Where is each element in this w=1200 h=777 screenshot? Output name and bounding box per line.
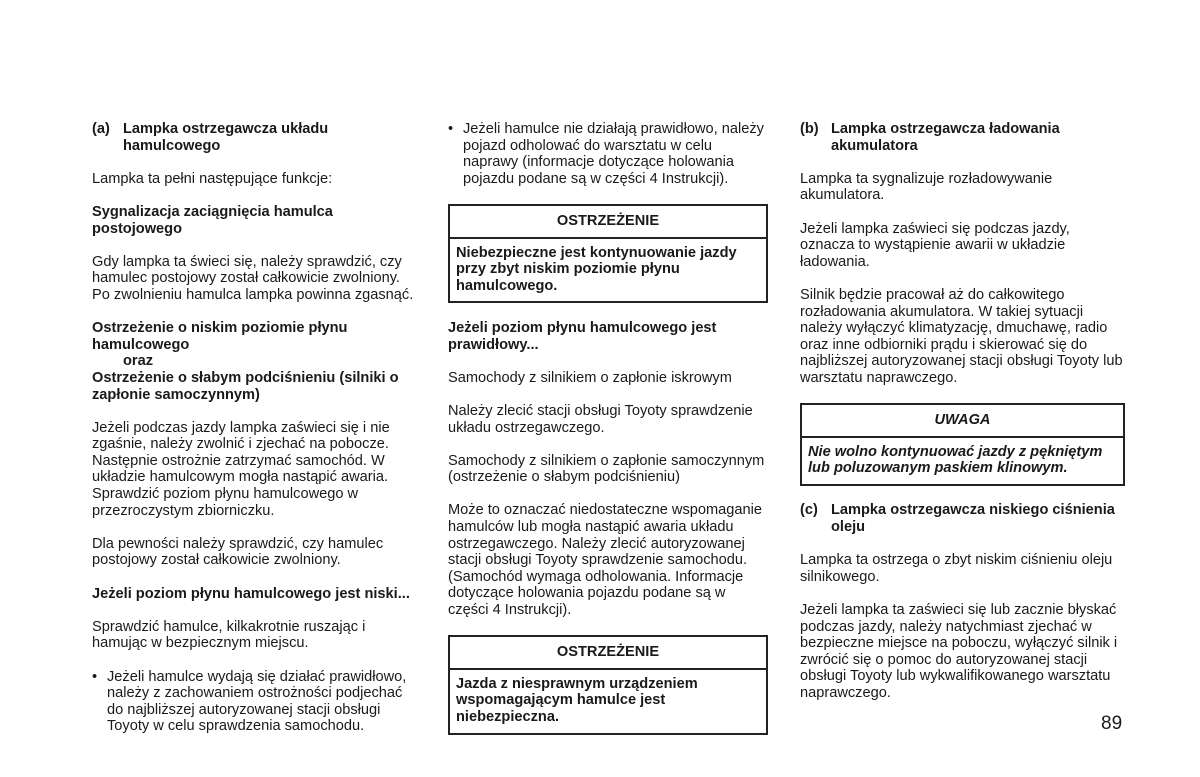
battery-text-3: Silnik będzie pracował aż do całkowitego rozładowania akumulatora. W takiej sytuacji należy wyłączyć klimatyzację, dmuchawę, radio oraz inne odbiorniki prądu i skierować się do najbliższej autoryzowanej stacji obsługi Toyoty lub warsztatu naprawczego.: [800, 286, 1123, 386]
low-level-text: Sprawdzić hamulce, kilkakrotnie ruszając i hamując w bezpiecznym miejscu.: [92, 618, 366, 652]
note-title: UWAGA: [802, 405, 1123, 438]
oil-text-1: Lampka ta ostrzega o zbyt niskim ciśnieniu oleju silnikowego.: [800, 552, 1113, 585]
warning-title: OSTRZEŻENIE: [450, 206, 766, 239]
oil-text-2: Jeżeli lampka ta zaświeci się lub zacznie błyskać podczas jazdy, należy natychmiast zjechać w bezpieczne miejsce na poboczu, wyłączyć silnik i zwrócić się o pomoc do autoryzowanej stacji obsługi Toyoty lub wykwalifikowanego warsztatu naprawczego.: [800, 602, 1118, 701]
section-a-label: (a): [92, 121, 110, 137]
ok-level-subheading: Jeżeli poziom płynu hamulcowego jest prawidłowy...: [448, 319, 717, 353]
parking-brake-subheading: Sygnalizacja zaciągnięcia hamulca postojowego: [92, 203, 333, 237]
battery-text-1: Lampka ta sygnalizuje rozładowywanie akumulatora.: [800, 170, 1053, 204]
section-b-title: Lampka ostrzegawcza ładowania akumulatora: [831, 121, 1060, 154]
parking-brake-text: Gdy lampka ta świeci się, należy sprawdzić, czy hamulec postojowy został całkowicie zwolniony. Po zwolnieniu hamulca lampka powinna zgasnąć.: [92, 253, 414, 303]
section-b-heading: [800, 121, 1125, 154]
low-fluid-subheading: [92, 320, 417, 403]
warning-box: [448, 204, 768, 303]
page-number: 89: [1101, 713, 1123, 734]
battery-text-2: Jeżeli lampka zaświeci się podczas jazdy, oznacza to wystąpienie awarii w układzie ładowania.: [800, 220, 1070, 270]
bullet-text: Jeżeli hamulce wydają się działać prawidłowo, należy z zachowaniem ostrożności podjechać do najbliższej autoryzowanej stacji obsługi Toyoty w celu sprawdzenia samochodu.: [107, 668, 407, 735]
warning-title: OSTRZEŻENIE: [450, 637, 766, 670]
diesel-text: Może to oznaczać niedostateczne wspomaganie hamulców lub mogła nastąpić awaria układu ostrzegawczego. Należy zlecić autoryzowanej stacji obsługi Toyoty sprawdzenie samochodu. (Samochód wymaga odholowania. Informacje dotyczące holowania pojazdu podane są w części 4 Instrukcji).: [448, 502, 762, 619]
low-fluid-line: Ostrzeżenie o niskim poziomie płynu hamulcowego: [92, 320, 348, 353]
list-item: [448, 121, 768, 187]
parking-check-text: Dla pewności należy sprawdzić, czy hamulec postojowy został całkowicie zwolniony.: [92, 535, 384, 569]
section-c-heading: [800, 502, 1125, 535]
section-c-title: Lampka ostrzegawcza niskiego ciśnienia oleju: [831, 502, 1115, 536]
warning-box: [448, 635, 768, 734]
warning-text: Niebezpieczne jest kontynuowanie jazdy przy zbyt niskim poziomie płynu hamulcowego.: [456, 244, 737, 294]
oraz-word: oraz: [123, 353, 154, 370]
column-left: [92, 121, 417, 752]
section-a-heading: [92, 121, 417, 154]
low-vacuum-line: Ostrzeżenie o słabym podciśnieniu (silniki o zapłonie samoczynnym): [92, 369, 399, 403]
warning-text: Jazda z niesprawnym urządzeniem wspomagającym hamulce jest niebezpieczna.: [456, 675, 698, 725]
note-box: [800, 403, 1125, 486]
intro-text: Lampka ta pełni następujące funkcje:: [92, 170, 333, 187]
section-b-label: (b): [800, 121, 819, 137]
petrol-heading: Samochody z silnikiem o zapłonie iskrowym: [448, 369, 732, 386]
section-a-title: Lampka ostrzegawcza układu hamulcowego: [123, 121, 329, 154]
petrol-text: Należy zlecić stacji obsługi Toyoty sprawdzenie układu ostrzegawczego.: [448, 402, 753, 436]
bullet-text: Jeżeli hamulce nie działają prawidłowo, należy pojazd odholować do warsztatu w celu naprawy (informacje dotyczące holowania pojazdu podane są w części 4 Instrukcji).: [463, 121, 764, 187]
section-c-label: (c): [800, 502, 818, 519]
bullet-icon: •: [448, 121, 454, 137]
note-text: Nie wolno kontynuować jazdy z pękniętym lub poluzowanym paskiem klinowym.: [808, 443, 1103, 477]
column-middle: [448, 121, 768, 751]
bullet-icon: •: [92, 668, 98, 685]
column-right: [800, 121, 1125, 718]
list-item: [92, 669, 417, 735]
low-fluid-text: Jeżeli podczas jazdy lampka zaświeci się i nie zgaśnie, należy zwolnić i zjechać na pobocze. Następnie ostrożnie zatrzymać samochód. W układzie hamulcowym mogła nastąpić awaria. Sprawdzić poziom płynu hamulcowego w przezroczystym zbiorniczku.: [92, 419, 390, 519]
low-level-subheading: Jeżeli poziom płynu hamulcowego jest niski...: [92, 585, 410, 602]
diesel-heading: Samochody z silnikiem o zapłonie samoczynnym (ostrzeżenie o słabym podciśnieniu): [448, 452, 765, 486]
